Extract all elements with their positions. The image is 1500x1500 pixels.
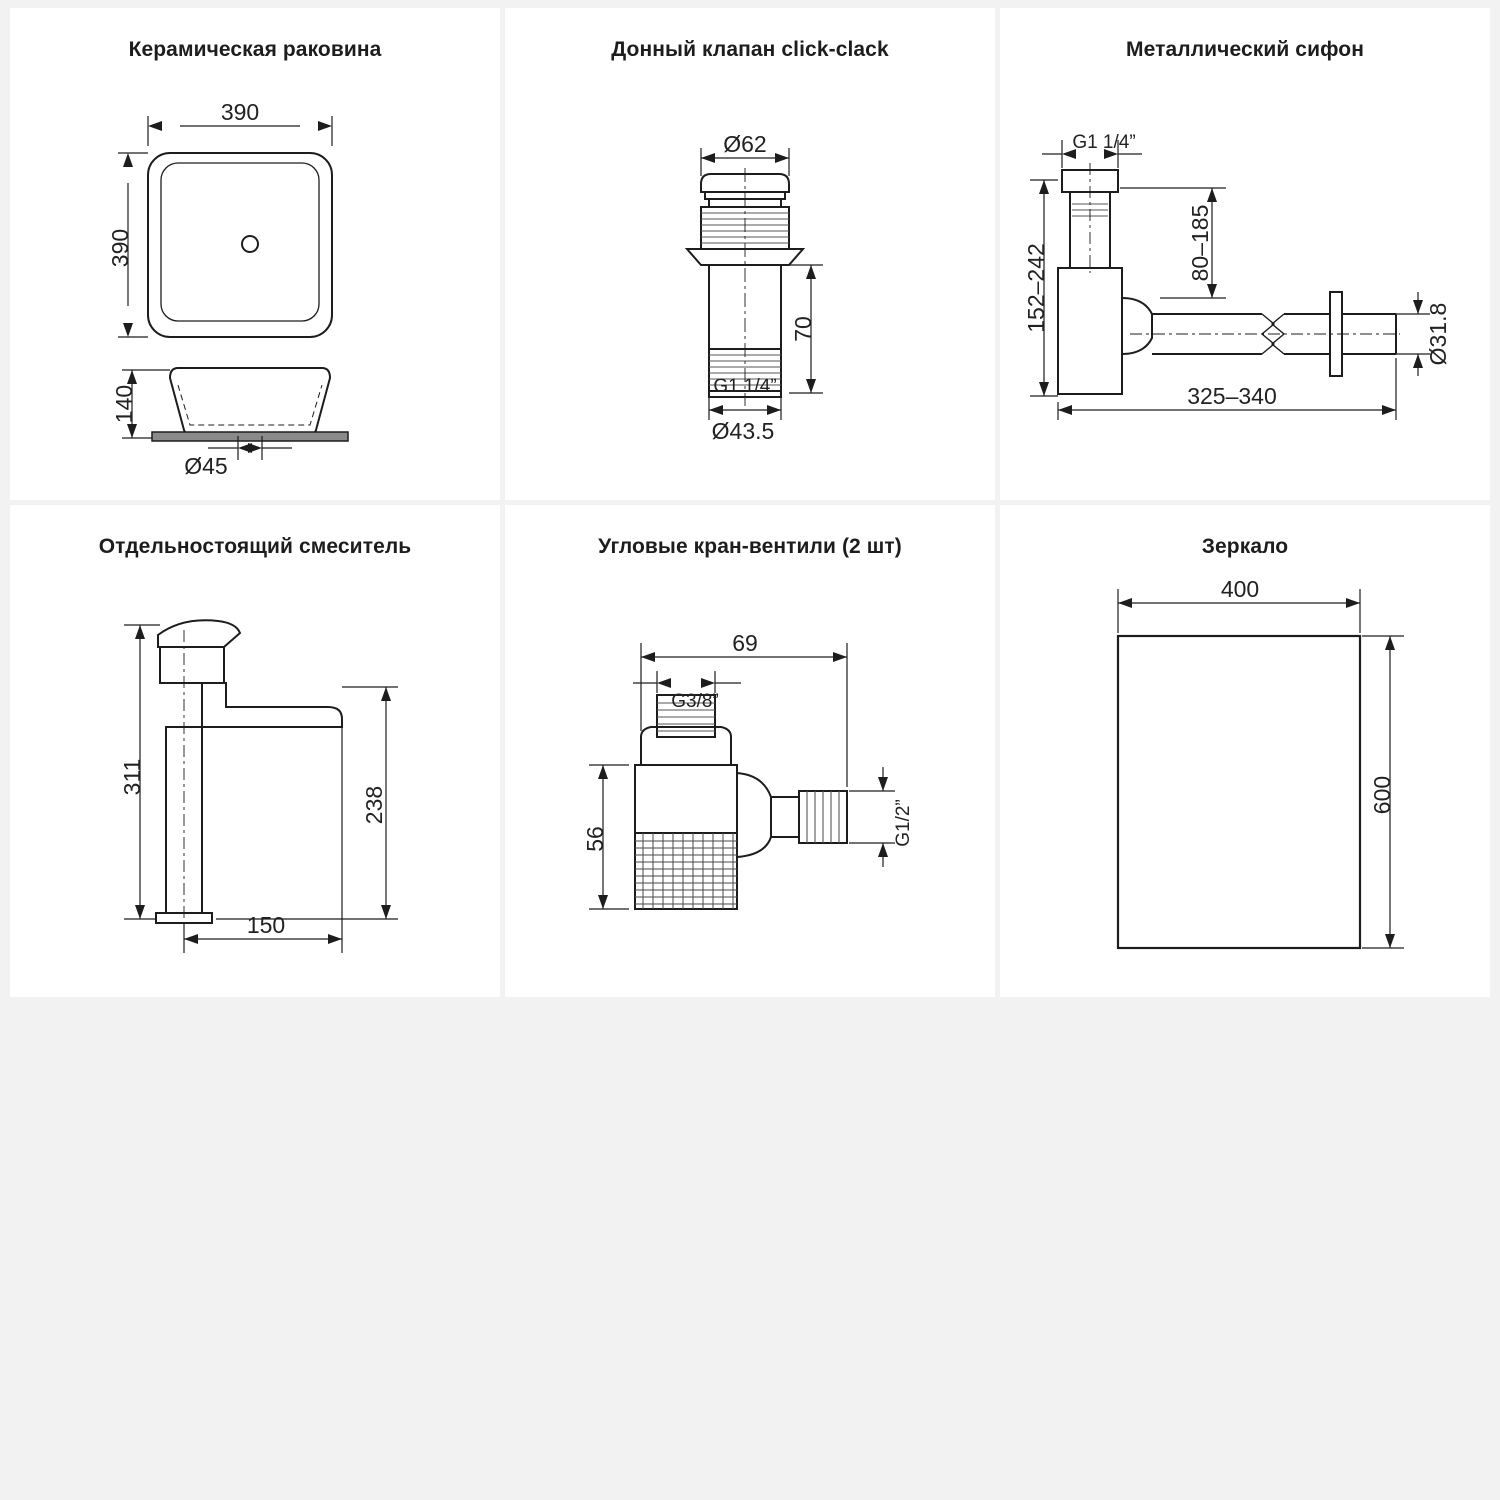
dim-siphon-inlet-thread: G1 1/4” — [1072, 132, 1136, 153]
product-drawings-grid — [10, 8, 1490, 992]
sink-base-plate — [152, 432, 348, 441]
dim-spout-height: 238 — [361, 785, 387, 825]
card-freestanding-mixer — [10, 505, 500, 997]
dim-drain-thread: G1 1/4” — [713, 376, 777, 397]
sink-side-view — [170, 368, 330, 436]
card-title-mixer: Отдельностоящий смеситель — [98, 535, 412, 558]
dim-sink-depth: 390 — [107, 228, 133, 268]
dim-line-outlet-thread — [849, 767, 895, 867]
card-title-angle-valves: Угловые кран-вентили (2 шт) — [598, 535, 902, 558]
dim-spout-reach: 150 — [246, 912, 286, 938]
dim-cap-diameter: Ø62 — [723, 131, 767, 157]
card-title-mirror: Зеркало — [1201, 535, 1289, 558]
dim-valve-inlet-thread: G3/8” — [671, 691, 719, 712]
siphon-drawing — [1058, 170, 1396, 394]
card-angle-valves — [505, 505, 995, 997]
dim-body-length: 70 — [790, 316, 816, 342]
card-click-clack-drain — [505, 8, 995, 500]
dim-sink-drain-hole: Ø45 — [184, 453, 228, 479]
dim-line-inlet-thread — [633, 671, 741, 693]
card-ceramic-sink — [10, 8, 500, 500]
dim-mirror-width: 400 — [1220, 576, 1260, 602]
dim-valve-length: 69 — [732, 630, 758, 656]
dim-mirror-height: 600 — [1369, 775, 1395, 815]
sink-top-view — [148, 153, 332, 337]
dim-valve-height: 56 — [582, 826, 608, 852]
card-title-metal-siphon: Металлический сифон — [1126, 38, 1364, 61]
valve-thread-hatch-side — [807, 791, 839, 843]
dim-mixer-total-height: 311 — [119, 758, 145, 796]
dim-sink-width: 390 — [220, 99, 260, 125]
dim-siphon-outlet-length: 325–340 — [1187, 383, 1277, 409]
card-mirror — [1000, 505, 1490, 997]
dim-siphon-height-range: 80–185 — [1187, 204, 1213, 282]
dim-sink-height: 140 — [111, 384, 137, 424]
card-title-click-clack: Донный клапан click-clack — [611, 38, 889, 61]
dim-valve-outlet-thread: G1/2” — [893, 799, 914, 847]
card-title-ceramic-sink: Керамическая раковина — [128, 38, 382, 61]
card-metal-siphon — [1000, 8, 1490, 500]
dim-siphon-total-height: 152–242 — [1023, 243, 1049, 333]
knurl-hatch — [635, 833, 737, 909]
mirror-outline — [1118, 636, 1360, 948]
dim-pipe-diameter: Ø31.8 — [1425, 302, 1451, 366]
dim-flange-diameter: Ø43.5 — [711, 418, 775, 444]
